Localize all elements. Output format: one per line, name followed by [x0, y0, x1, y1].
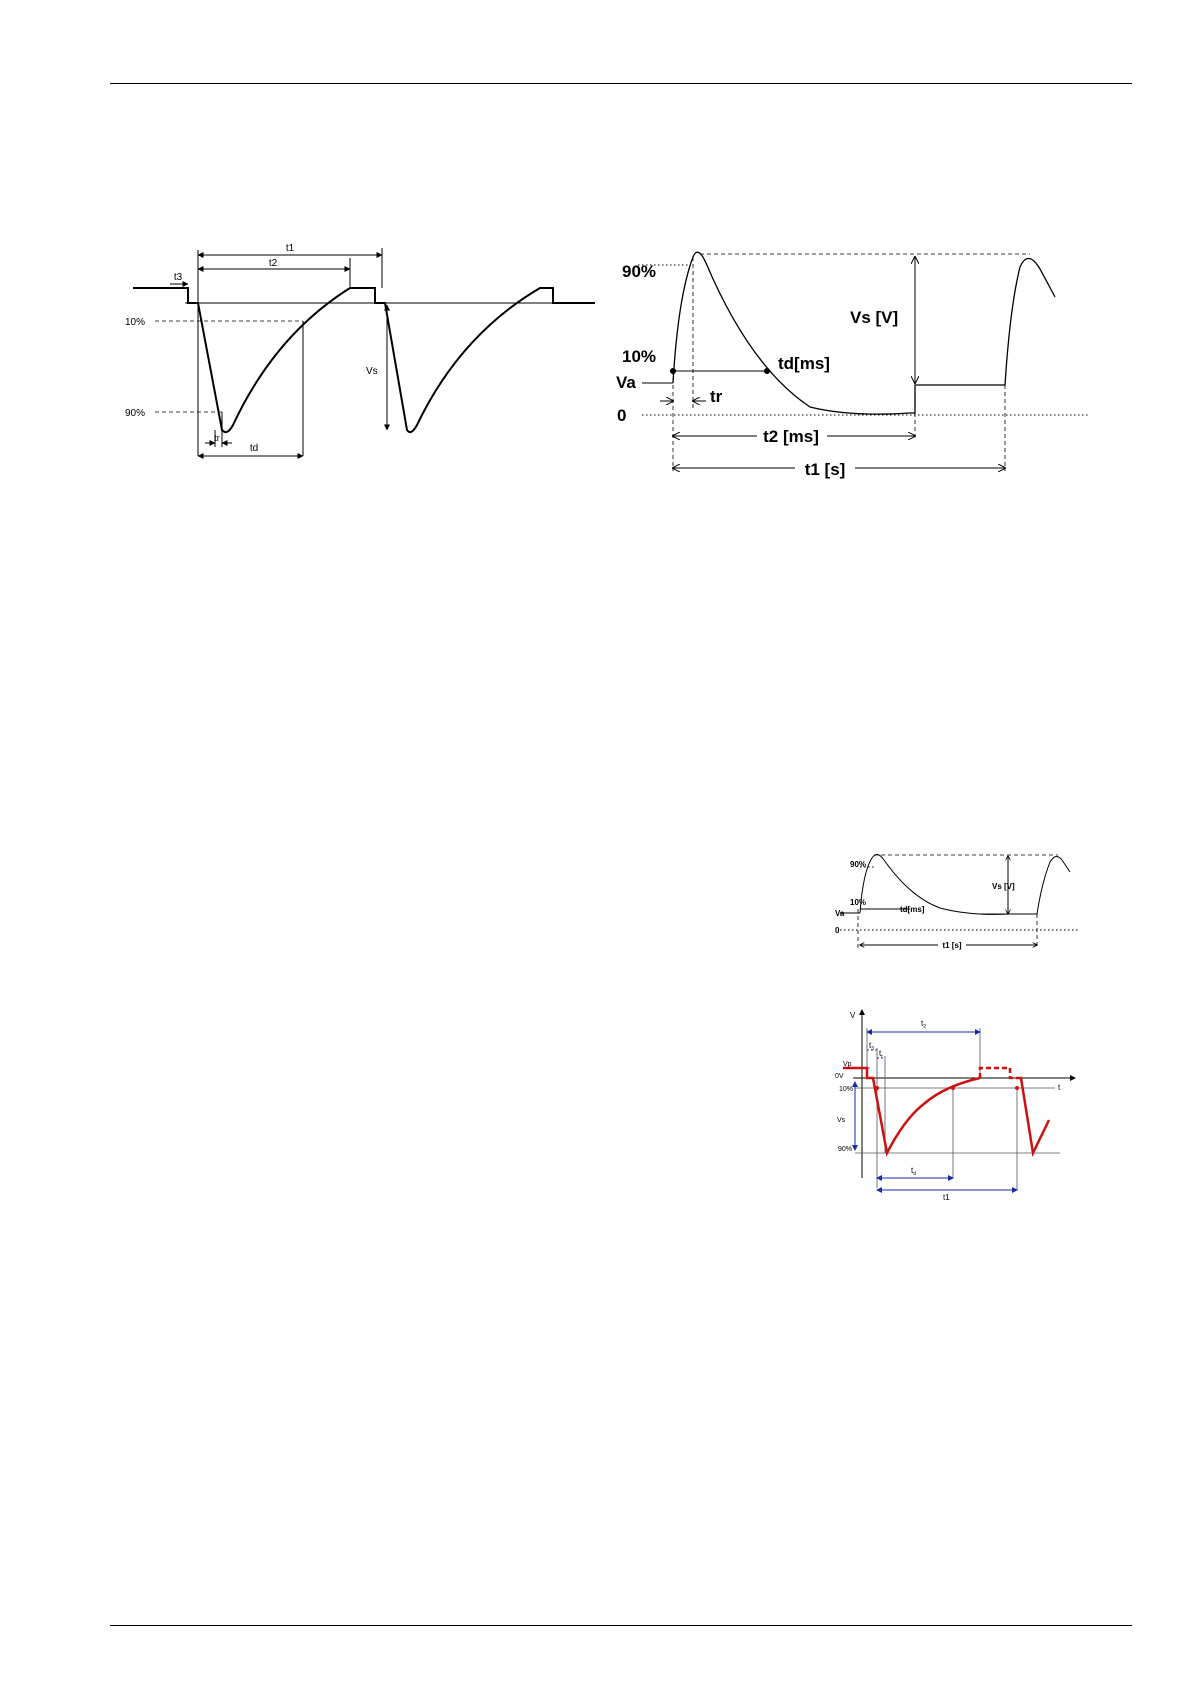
- label-t3-sub: 3: [871, 1046, 875, 1052]
- label-t1: t1 [s]: [804, 460, 846, 479]
- pulse-diagram-3: [830, 842, 1090, 962]
- label-tr-sub: r: [881, 1054, 883, 1060]
- label-10-percent: 10%: [125, 317, 146, 328]
- svg-text:td: [911, 1166, 916, 1177]
- label-t3: t: [869, 1041, 872, 1050]
- label-tr: tr: [710, 387, 723, 406]
- svg-text:t2: [921, 1019, 926, 1030]
- label-t3: t3: [173, 272, 183, 283]
- label-90-percent: 90%: [125, 408, 146, 419]
- label-td: t: [911, 1166, 914, 1175]
- label-vs: Vs: [837, 1117, 846, 1124]
- label-0v: 0V: [835, 1073, 844, 1080]
- waveform: [843, 1068, 1049, 1153]
- label-tr: t: [879, 1049, 882, 1058]
- label-td: td: [249, 443, 259, 454]
- label-vs: Vs: [366, 366, 378, 377]
- pulse-diagram-4: [825, 998, 1085, 1218]
- label-t2: t2: [268, 258, 278, 269]
- label-10-percent: 10%: [839, 1086, 854, 1093]
- label-td: td[ms]: [900, 905, 925, 914]
- label-vs: Vs [V]: [992, 882, 1015, 891]
- label-10-percent: 10%: [622, 347, 657, 366]
- label-zero: 0: [835, 926, 840, 935]
- label-zero: 0: [617, 406, 627, 425]
- label-90-percent: 90%: [850, 860, 867, 869]
- label-10-percent: 10%: [850, 898, 867, 907]
- label-t2: t: [921, 1019, 924, 1028]
- label-90-percent: 90%: [622, 262, 657, 281]
- waveform: [133, 288, 595, 432]
- label-t1: t1: [943, 1193, 950, 1202]
- header-rule: [110, 83, 1132, 84]
- footer-rule: [110, 1625, 1132, 1626]
- label-vp: Vp: [843, 1061, 852, 1068]
- waveform: [673, 252, 1055, 414]
- label-t2: t2 [ms]: [763, 427, 819, 446]
- label-va: Va: [835, 909, 845, 918]
- label-90-percent: 90%: [838, 1146, 853, 1153]
- label-t1: t1 [s]: [942, 941, 962, 950]
- pulse-diagram-2: [610, 237, 1090, 477]
- waveform: [860, 854, 1070, 914]
- svg-text:tr: [879, 1049, 883, 1060]
- label-vs: Vs [V]: [850, 308, 899, 327]
- label-v: V: [850, 1011, 856, 1020]
- label-td-sub: d: [913, 1171, 917, 1177]
- label-t1: t1: [285, 243, 295, 254]
- label-t2-sub: 2: [923, 1024, 927, 1030]
- label-t-axis: t: [1058, 1083, 1061, 1092]
- label-td: td[ms]: [778, 354, 830, 373]
- pulse-diagram-1: [125, 240, 605, 470]
- label-tr: tr: [214, 433, 220, 443]
- svg-text:t3: [869, 1041, 874, 1052]
- label-va: Va: [616, 373, 636, 392]
